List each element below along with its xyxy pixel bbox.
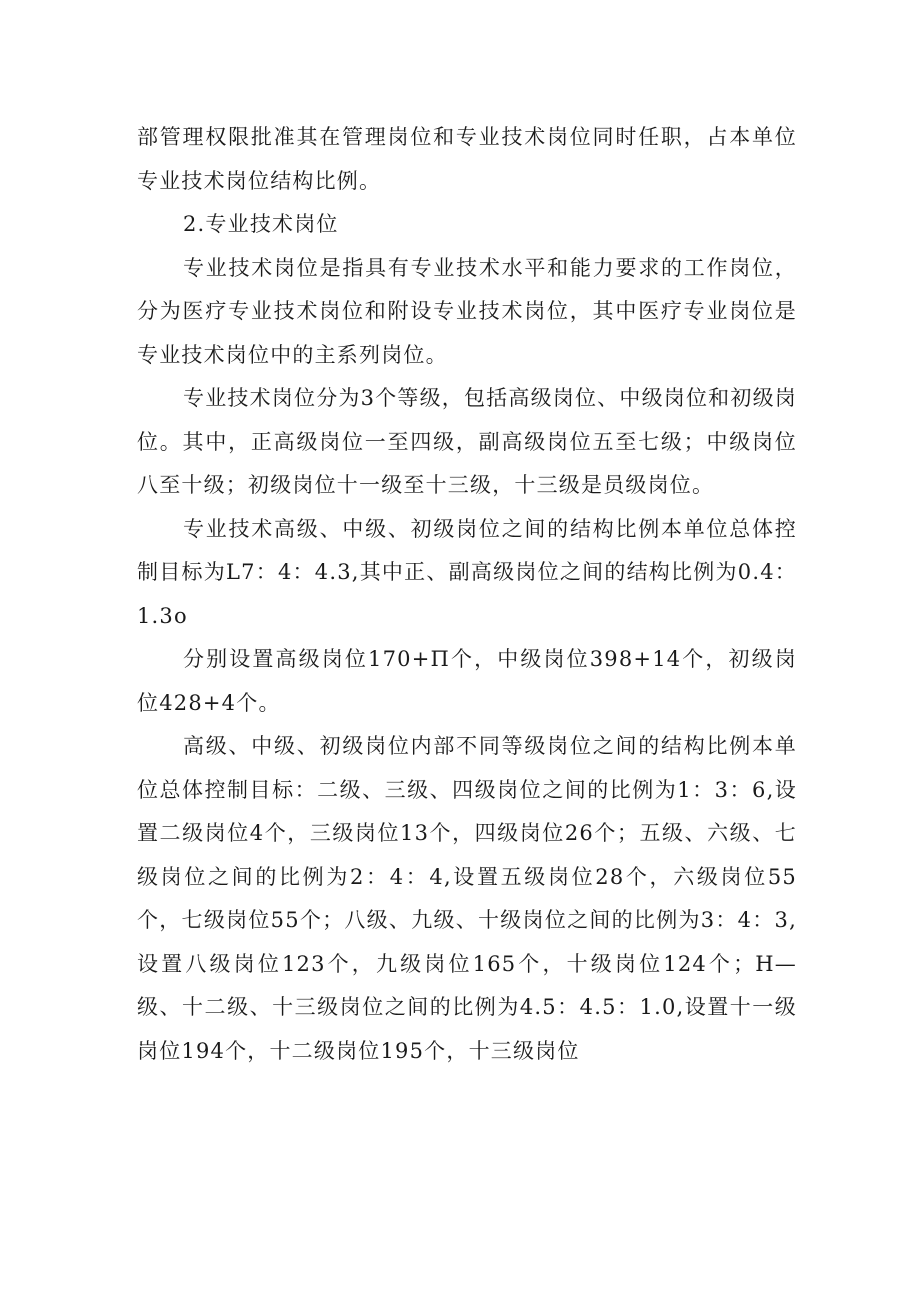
paragraph-post-counts: 分别设置高级岗位170+Π个，中级岗位398+14个，初级岗位428+4个。 (137, 647, 797, 715)
paragraph-grades: 专业技术岗位分为3个等级，包括高级岗位、中级岗位和初级岗位。其中，正高级岗位一至四级，副高级岗位五至七级；中级岗位八至十级；初级岗位十一级至十三级，十三级是员级岗位。 (137, 386, 797, 497)
paragraph-continuation: 部管理权限批准其在管理岗位和专业技术岗位同时任职，占本单位专业技术岗位结构比例。 (137, 125, 797, 193)
paragraph-definition: 专业技术岗位是指具有专业技术水平和能力要求的工作岗位，分为医疗专业技术岗位和附设专业技术岗位，其中医疗专业岗位是专业技术岗位中的主系列岗位。 (137, 255, 797, 367)
section-heading: 2.专业技术岗位 (183, 212, 339, 236)
document-body (137, 116, 797, 1073)
paragraph-internal-ratios: 高级、中级、初级岗位内部不同等级岗位之间的结构比例本单位总体控制目标：二级、三级、四级岗位之间的比例为1：3：6,设置二级岗位4个，三级岗位13个，四级岗位26个；五级、六级、七级岗位之间的比例为2：4：4,设置五级岗位28个，六级岗位55个，七级岗位55个；八级、九级、十级岗位之间的比例为3：4：3,设置八级岗位123个，九级岗位165个，十级岗位124个；H—级、十二级、十三级岗位之间的比例为4.5：4.5：1.0,设置十一级岗位194个，十二级岗位195个，十三级岗位 (137, 734, 797, 1063)
paragraph-ratio-target: 专业技术高级、中级、初级岗位之间的结构比例本单位总体控制目标为L7：4：4.3,其中正、副高级岗位之间的结构比例为0.4：1.3o (137, 516, 797, 628)
